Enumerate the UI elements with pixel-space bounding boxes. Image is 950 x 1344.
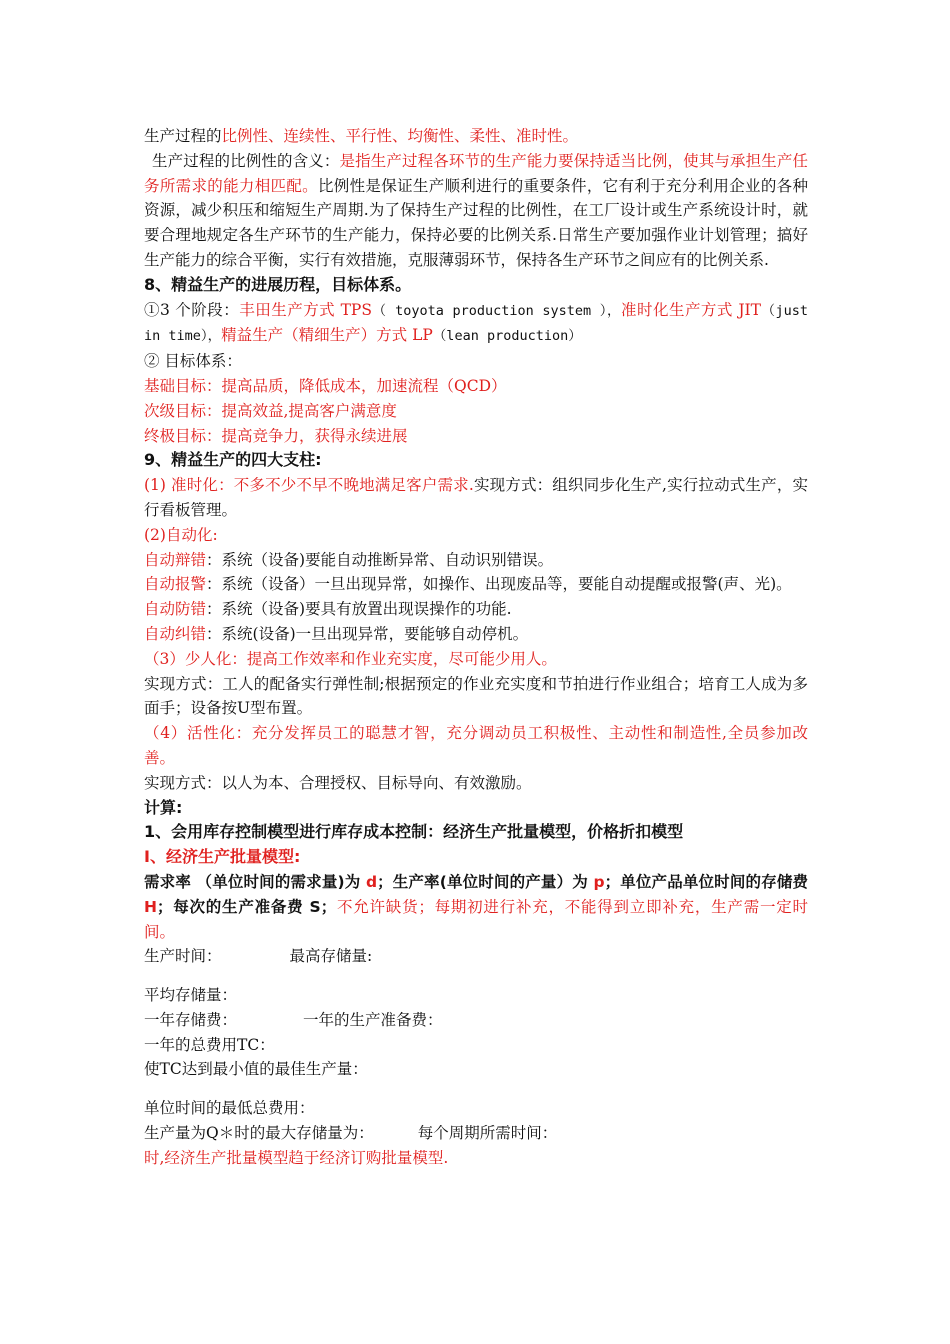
goal-system-label: ② 目标体系： — [144, 352, 242, 371]
pillar-fewer-people: （3）少人化：提高工作效率和作业充实度，尽可能少用人。 — [144, 649, 557, 668]
goal-basic: 基础目标：提高品质，降低成本，加速流程（QCD） — [144, 376, 507, 395]
formula-max-inventory: 生产量为Q＊时的最大存储量为： 每个周期所需时间： — [144, 1124, 558, 1143]
formula-annual-costs: 一年存储费： 一年的生产准备费： — [144, 1010, 443, 1029]
epq-model-heading: Ⅰ、经济生产批量模型: — [144, 847, 301, 867]
heading-8: 8、精益生产的进展历程，目标体系。 — [144, 274, 412, 294]
heading-calc: 计算: — [144, 797, 183, 817]
formula-optimal-quantity: 使TC达到最小值的最佳生产量： — [144, 1060, 368, 1079]
goal-secondary: 次级目标：提高效益,提高客户满意度 — [144, 401, 397, 420]
goal-ultimate: 终极目标：提高竞争力，获得永续进展 — [144, 426, 408, 445]
pillar-jit: (1) 准时化：不多不少不早不晚地满足客户需求.实现方式：组织同步化生产,实行拉动式生产，实行看板管理。 — [144, 476, 808, 519]
pillar-vitality: （4）活性化：充分发挥员工的聪慧才智，充分调动员工积极性、主动性和制造性,全员参加改善。 — [144, 724, 808, 767]
document-body — [144, 124, 808, 1171]
auto-alarm: 自动报警：系统（设备）一旦出现异常，如操作、出现废品等，要能自动提醒或报警(声、光)。 — [144, 575, 792, 594]
paragraph-proportionality: 生产过程的比例性的含义：是指生产过程各环节的生产能力要保持适当比例，使其与承担生产任务所需求的能力相匹配。比例性是保证生产顺利进行的重要条件，它有利于充分利用企业的各种资源，减少积压和缩短生产周期.为了保持生产过程的比例性，在工厂设计或生产系统设计时，就要合理地规定各生产环节的生产能力，保持必要的比例关系.日常生产要加强作业计划管理；搞好生产能力的综合平衡，实行有效措施，克服薄弱环节，保持各生产环节之间应有的比例关系. — [144, 151, 808, 269]
heading-9: 9、精益生产的四大支柱: — [144, 450, 322, 470]
formula-production-time: 生产时间： 最高存储量: — [144, 947, 373, 966]
paragraph-process-properties: 生产过程的比例性、连续性、平行性、均衡性、柔性、准时性。 — [144, 127, 579, 145]
vitality-method: 实现方式：以人为本、合理授权、目标导向、有效激励。 — [144, 773, 532, 792]
calc-item-1: 1、会用库存控制模型进行库存成本控制：经济生产批量模型，价格折扣模型 — [144, 822, 684, 842]
fewer-people-method: 实现方式：工人的配备实行弹性制;根据预定的作业充实度和节拍进行作业组合；培育工人成为多面手；设备按U型布置。 — [144, 674, 808, 718]
epq-conclusion: 时,经济生产批量模型趋于经济订购批量模型. — [144, 1148, 449, 1167]
paragraph-three-stages: ①3 个阶段：丰田生产方式 TPS（ toyota production system ），准时化生产方式 JIT（just in time），精益生产（精细生产）方式 LP（lean production） — [144, 300, 809, 345]
formula-min-cost: 单位时间的最低总费用： — [144, 1099, 315, 1118]
pillar-automation: (2)自动化: — [144, 525, 218, 544]
formula-total-cost: 一年的总费用TC： — [144, 1035, 275, 1054]
epq-assumptions: 需求率 （单位时间的需求量)为 d；生产率(单位时间的产量）为 p；单位产品单位时间的存储费 H；每次的生产准备费 S；不允许缺货；每期初进行补充，不能得到立即补充，生产需一定时间。 — [144, 872, 808, 941]
auto-prevent: 自动防错：系统（设备)要具有放置出现误操作的功能. — [144, 600, 512, 619]
auto-correct: 自动纠错：系统(设备)一旦出现异常，要能够自动停机。 — [144, 624, 529, 643]
formula-avg-inventory: 平均存储量： — [144, 986, 238, 1005]
auto-identify: 自动辩错：系统（设备)要能自动推断异常、自动识别错误。 — [144, 550, 554, 569]
